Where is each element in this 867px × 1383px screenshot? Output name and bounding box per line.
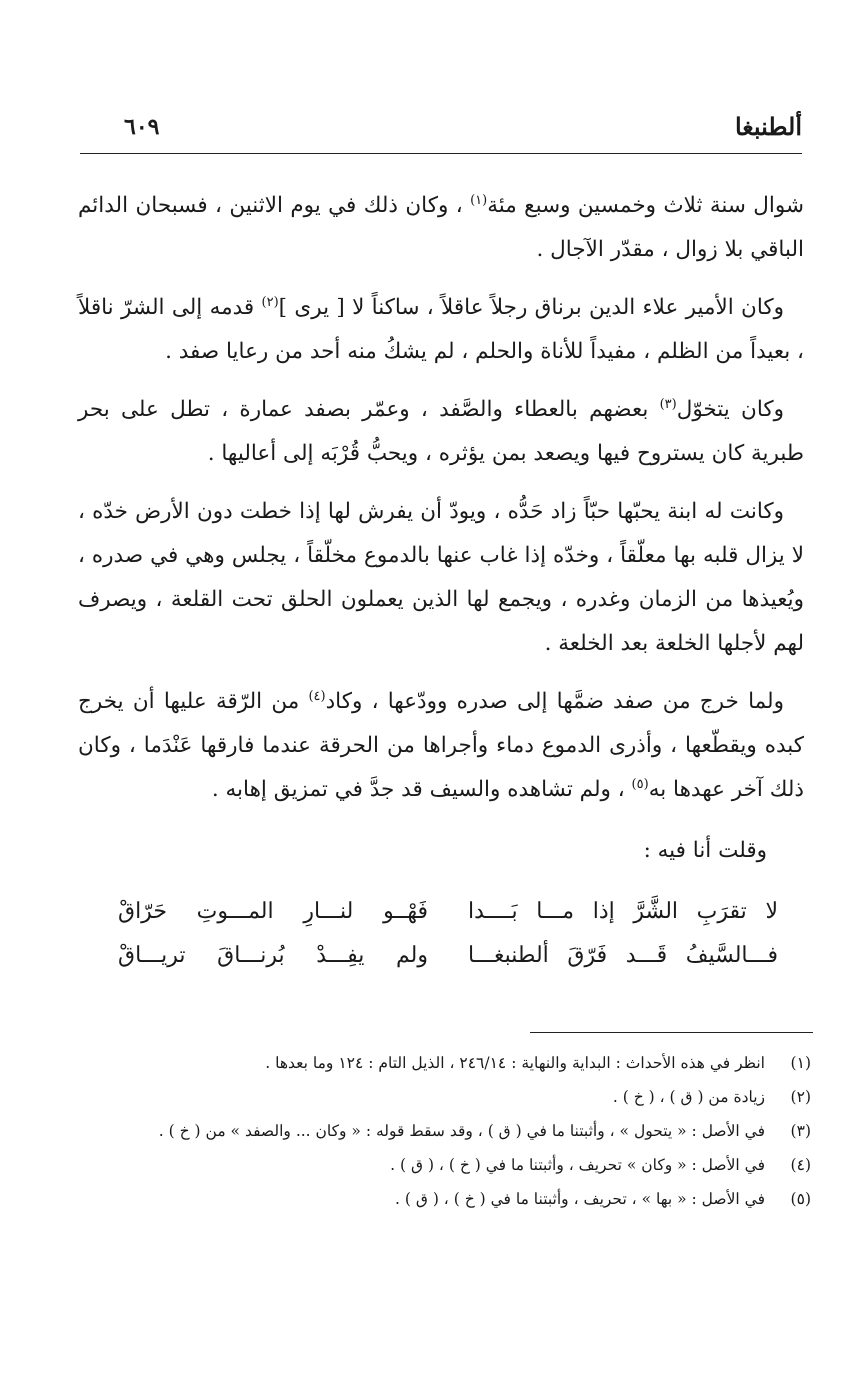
paragraph-2: وكان الأمير علاء الدين برناق رجلاً عاقلاً ، ساكناً لا [ يرى ]$^{(٢)}$ قدمه إلى الشرّ ناقلاً ، بعيداً من الظلم ، مفيداً للأناة والحلم ، لم يشكُ منه أحد من رعايا صفد .: [78, 294, 804, 364]
footnote-text: في الأصل : « وكان » تحريف ، وأثبتنا ما في ( خ ) ، ( ق ) .: [390, 1156, 765, 1174]
footnote-text: في الأصل : « بها » ، تحريف ، وأثبتنا ما في ( خ ) ، ( ق ) .: [395, 1190, 765, 1208]
footnote: [71, 1114, 811, 1148]
main-text: [78, 184, 804, 826]
footnote-number: (٢): [790, 1088, 811, 1106]
footnote: [71, 1080, 811, 1114]
poem: [118, 890, 778, 978]
footnote-divider: [530, 1032, 813, 1033]
poem-verse: [118, 890, 778, 934]
page-header: [80, 108, 802, 152]
poem-verse: [118, 934, 778, 978]
footnote-text: زيادة من ( ق ) ، ( خ ) .: [612, 1088, 765, 1106]
footnote: [71, 1148, 811, 1182]
paragraph-4: وكانت له ابنة يحبّها حبّاً زاد حَدُّه ، ويودّ أن يفرش لها إذا خطت دون الأرض خدّه ، لا يزال قلبه بها معلّقاً ، وخدّه إذا غاب عنها بالدموع مخلّقاً ، يجلس وهي في صدره ، ويُعيذها من الزمان وغدره ، ويجمع لها الذين يعملون الحلق تحت القلعة ، ويصرف لهم لأجلها الخلعة بعد الخلعة .: [78, 499, 804, 656]
footnote: [71, 1182, 811, 1216]
running-title: ألطنبغا: [734, 112, 802, 141]
paragraph-3: وكان يتخوّل$^{(٣)}$ بعضهم بالعطاء والصَّفد ، وعمّر بصفد عمارة ، تطل على بحر طبرية كان يستروح فيها ويصعد بمن يؤثره ، ويحبُّ قُرْبَه إلى أعاليها .: [78, 396, 804, 466]
footnote-ref-2: (٢): [261, 294, 279, 310]
paragraph-5: ولما خرج من صفد ضمَّها إلى صدره وودّعها ، وكاد$^{(٤)}$ من الرّقة عليها أن يخرج كبده ويقطّعها ، وأذرى الدموع دماء وأجراها من الحرقة عندما فارقها عَنْدَما ، وكان ذلك آخر عهدها به$^{(٥)}$ ، ولم تشاهده والسيف قد جدَّ في تمزيق إهابه .: [78, 688, 804, 802]
footnote-text: انظر في هذه الأحداث : البداية والنهاية : ٢٤٦/١٤ ، الذيل التام : ١٢٤ وما بعدها .: [265, 1054, 765, 1072]
verse-first-half: لا تقرَبِ الشَّرَّ إذا مـــا بَــــدا: [468, 899, 778, 924]
page-number: ٦٠٩: [124, 114, 160, 140]
paragraph-1: شوال سنة ثلاث وخمسين وسبع مئة$^{(١)}$ ، وكان ذلك في يوم الاثنين ، فسبحان الدائم الباقي بلا زوال ، مقدّر الآجال .: [78, 192, 804, 262]
verse-first-half: فـــالسَّيفُ قَـــد فَرّقَ ألطنبغـــا: [468, 943, 778, 968]
footnote-number: (١): [790, 1054, 811, 1072]
footnote-ref-5: (٥): [631, 776, 649, 792]
footnote-ref-4: (٤): [308, 688, 326, 704]
footnote: [71, 1046, 811, 1080]
footnote-number: (٤): [790, 1156, 811, 1174]
footnote-number: (٥): [790, 1190, 811, 1208]
footnote-ref-3: (٣): [659, 396, 677, 412]
footnote-number: (٣): [790, 1122, 811, 1140]
footnotes: [71, 1046, 811, 1216]
poem-intro: وقلت أنا فيه :: [643, 838, 767, 863]
header-divider: [80, 153, 802, 154]
footnote-ref-1: (١): [470, 192, 488, 208]
verse-second-half: ولم يفِـــدْ بُرنـــاقَ تريـــاقْ: [118, 943, 428, 968]
verse-second-half: فَهْــو لنـــارِ المـــوتِ حَرّاقْ: [118, 899, 428, 924]
footnote-text: في الأصل : « يتحول » ، وأثبتنا ما في ( ق ) ، وقد سقط قوله : « وكان ... والصفد » من ( خ ) .: [158, 1122, 765, 1140]
